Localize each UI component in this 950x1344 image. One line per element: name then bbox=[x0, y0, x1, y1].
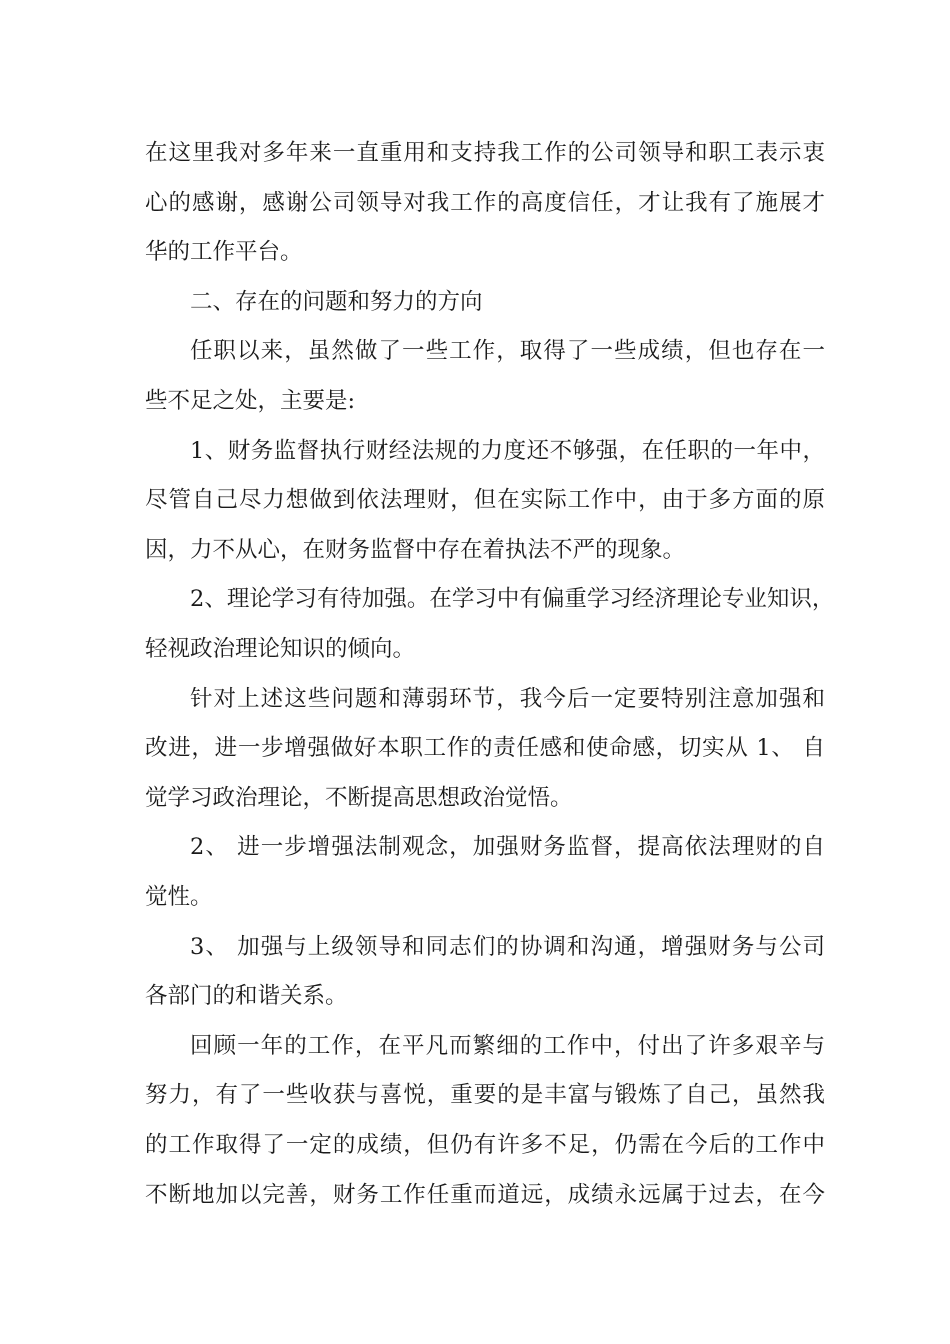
text-line: 轻视政治理论知识的倾向。 bbox=[145, 636, 416, 662]
text-line: 2、理论学习有待加强。在学习中有偏重学习经济理论专业知识， bbox=[190, 586, 835, 612]
text-line: 不断地加以完善，财务工作任重而道远，成绩永远属于过去，在今 bbox=[145, 1182, 825, 1208]
text-line: 的工作取得了一定的成绩，但仍有许多不足，仍需在今后的工作中 bbox=[145, 1132, 825, 1158]
text-line: 心的感谢，感谢公司领导对我工作的高度信任，才让我有了施展才 bbox=[145, 190, 825, 216]
text-line: 觉学习政治理论，不断提高思想政治觉悟。 bbox=[145, 785, 573, 811]
text-line: 因，力不从心，在财务监督中存在着执法不严的现象。 bbox=[145, 537, 686, 563]
text-line: 针对上述这些问题和薄弱环节，我今后一定要特别注意加强和 bbox=[190, 686, 825, 712]
text-line: 回顾一年的工作，在平凡而繁细的工作中，付出了许多艰辛与 bbox=[190, 1033, 825, 1059]
text-line: 改进，进一步增强做好本职工作的责任感和使命感，切实从 1、 自 bbox=[145, 735, 825, 761]
text-line: 尽管自己尽力想做到依法理财，但在实际工作中，由于多方面的原 bbox=[145, 487, 825, 513]
text-line: 任职以来，虽然做了一些工作，取得了一些成绩，但也存在一 bbox=[190, 338, 825, 364]
text-line: 各部门的和谐关系。 bbox=[145, 983, 348, 1009]
text-line: 1、财务监督执行财经法规的力度还不够强，在任职的一年中， bbox=[190, 438, 825, 464]
text-line: 在这里我对多年来一直重用和支持我工作的公司领导和职工表示衷 bbox=[145, 140, 825, 166]
text-line: 华的工作平台。 bbox=[145, 239, 303, 265]
section-heading: 二、存在的问题和努力的方向 bbox=[190, 289, 483, 315]
text-line: 2、 进一步增强法制观念，加强财务监督，提高依法理财的自 bbox=[190, 834, 825, 860]
text-line: 些不足之处，主要是: bbox=[145, 388, 356, 414]
text-line: 觉性。 bbox=[145, 884, 213, 910]
text-line: 努力，有了一些收获与喜悦，重要的是丰富与锻炼了自己，虽然我 bbox=[145, 1082, 825, 1108]
text-line: 3、 加强与上级领导和同志们的协调和沟通，增强财务与公司 bbox=[190, 934, 825, 960]
